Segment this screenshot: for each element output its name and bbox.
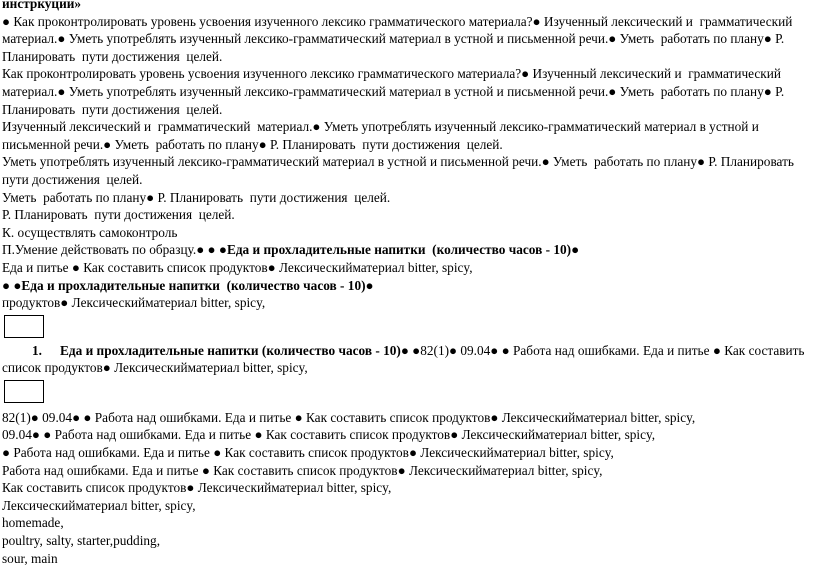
text-line: Как составить список продуктов● Лексическийматериал bitter, spicy, — [2, 480, 392, 496]
text-line: материал.● Уметь употреблять изученный лексико-грамматический материал в устной и письменной речи.● Уметь работать по плану● Р. — [2, 31, 785, 47]
text-line: ● Работа над ошибками. Еда и питье ● Как составить список продуктов● Лексическийматериал bitter, spicy, — [2, 445, 614, 461]
text-line: homemade, — [2, 515, 64, 531]
text-line: письменной речи.● Уметь работать по плану● Р. Планировать пути достижения целей. — [2, 136, 503, 152]
text-line: Как проконтролировать уровень усвоения изученного лексико грамматического материала?● Изученный лексический и грамматический — [2, 66, 781, 82]
empty-table-cell — [4, 380, 44, 403]
text-line: Лексическийматериал bitter, spicy, — [2, 497, 196, 513]
food-line: Еда и питье ● Как составить список продуктов● Лексическийматериал bitter, spicy, — [2, 259, 473, 275]
list-item-rest: ●82(1)● 09.04● ● Работа над ошибками. Еда и питье ● Как составить — [408, 342, 805, 358]
numbered-list-item — [2, 342, 808, 360]
list-item-title: Еда и прохладительные напитки (количество часов - 10)● — [60, 342, 409, 358]
text-line: пути достижения целей. — [2, 171, 143, 187]
text-line: Планировать пути достижения целей. — [2, 48, 223, 64]
sample-prefix: П.Умение действовать по образцу.● ● ● — [2, 242, 227, 258]
text-line: 82(1)● 09.04● ● Работа над ошибками. Еда и питье ● Как составить список продуктов● Лексическийматериал bitter, spicy, — [2, 409, 696, 425]
heading-fragment: инстркуции» — [2, 0, 82, 11]
text-line: Изученный лексический и грамматический материал.● Уметь употреблять изученный лексико-грамматический материал в устной и — [2, 119, 759, 135]
text-line: 09.04● ● Работа над ошибками. Еда и питье ● Как составить список продуктов● Лексическийматериал bitter, spicy, — [2, 427, 656, 443]
empty-table-cell — [4, 315, 44, 338]
text-line: Планировать пути достижения целей. — [2, 101, 223, 117]
text-line: poultry, salty, starter,pudding, — [2, 533, 161, 549]
text-line: Уметь употреблять изученный лексико-грамматический материал в устной и письменной речи.● Уметь работать по плану● Р. Планировать — [2, 154, 794, 170]
section-title: Еда и прохладительные напитки (количество часов - 10)● — [226, 242, 580, 258]
text-line: sour, main — [2, 550, 58, 566]
text-line: Уметь работать по плану● Р. Планировать пути достижения целей. — [2, 189, 391, 205]
products-line: продуктов● Лексическийматериал bitter, spicy, — [2, 295, 266, 311]
text-line: Р. Планировать пути достижения целей. — [2, 207, 235, 223]
text-line: материал.● Уметь употреблять изученный лексико-грамматический материал в устной и письменной речи.● Уметь работать по плану● Р. — [2, 83, 785, 99]
list-item-text — [60, 342, 808, 360]
list-number: 1. — [32, 342, 42, 358]
sample-line — [2, 241, 808, 259]
section-title-repeat: ● ●Еда и прохладительные напитки (количество часов - 10)● — [2, 277, 374, 293]
text-line: ● Как проконтролировать уровень усвоения изученного лексико грамматического материала?● Изученный лексический и грамматический — [2, 13, 793, 29]
text-line: К. осуществлять самоконтроль — [2, 224, 178, 240]
list-item-continuation: список продуктов● Лексическийматериал bitter, spicy, — [2, 360, 308, 376]
text-line: Работа над ошибками. Еда и питье ● Как составить список продуктов● Лексическийматериал bitter, spicy, — [2, 462, 603, 478]
